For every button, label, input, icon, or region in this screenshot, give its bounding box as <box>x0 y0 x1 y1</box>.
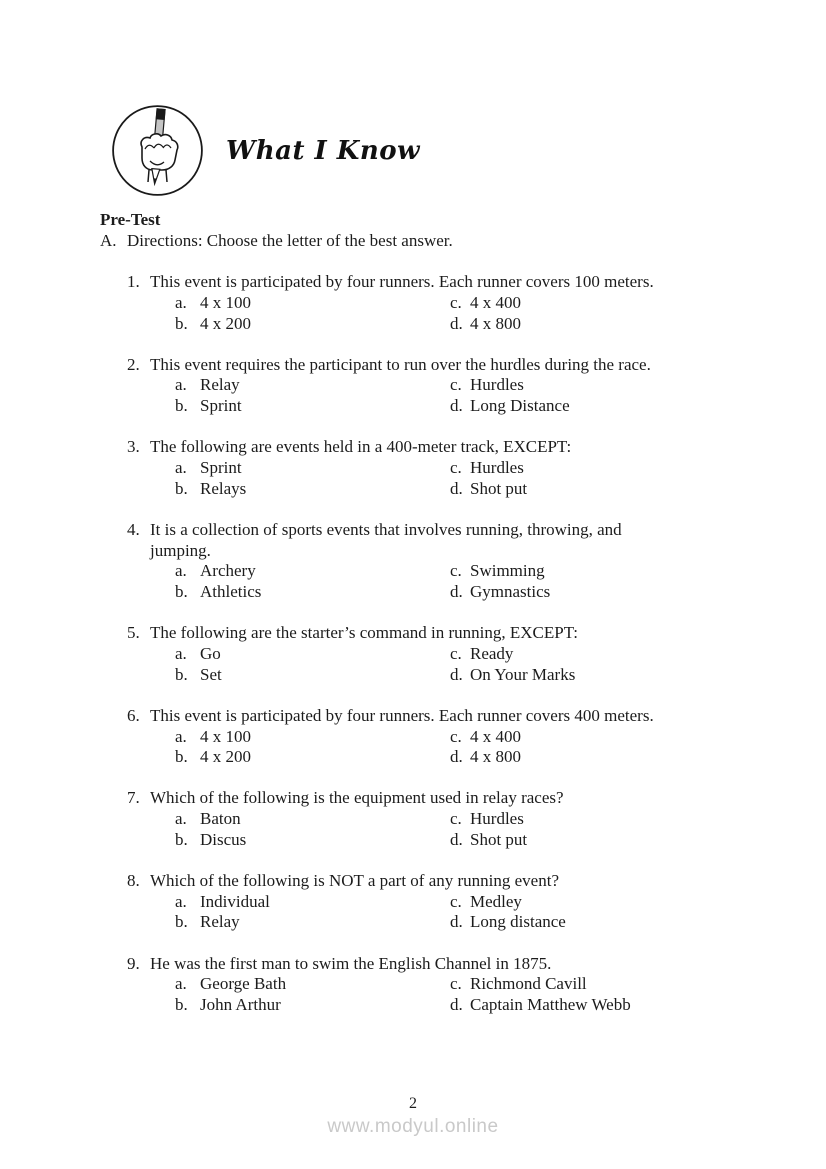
option-a-text: Baton <box>200 809 241 829</box>
option-c-letter: c. <box>450 726 462 746</box>
option-c-letter: c. <box>450 561 462 581</box>
option-b-letter: b. <box>175 582 188 602</box>
question-item <box>127 437 740 499</box>
question-body <box>150 788 740 850</box>
option-a-letter: a. <box>175 726 187 746</box>
option-a-letter: a. <box>175 561 187 581</box>
option-a <box>175 644 450 665</box>
options-grid <box>175 293 740 334</box>
options-grid <box>175 375 740 416</box>
option-a-letter: a. <box>175 292 187 312</box>
question-body <box>150 355 740 417</box>
question-body <box>150 437 740 499</box>
option-a-text: Sprint <box>200 457 242 477</box>
option-a <box>175 458 450 479</box>
option-d-letter: d. <box>450 995 463 1015</box>
option-a <box>175 727 450 748</box>
question-body <box>150 520 740 603</box>
option-c-text: Hurdles <box>470 457 524 477</box>
option-d-text: Captain Matthew Webb <box>470 995 631 1015</box>
question-item <box>127 355 740 417</box>
question-text: This event requires the participant to run over the hurdles during the race. <box>150 354 651 374</box>
option-b <box>175 479 450 500</box>
pretest-content <box>100 209 740 1036</box>
option-c-text: 4 x 400 <box>470 292 521 312</box>
option-c-text: 4 x 400 <box>470 726 521 746</box>
option-b <box>175 747 450 768</box>
option-b-letter: b. <box>175 829 188 849</box>
option-c <box>450 727 740 748</box>
question-number: 4. <box>127 519 140 539</box>
option-b-letter: b. <box>175 478 188 498</box>
option-c-letter: c. <box>450 891 462 911</box>
option-b <box>175 582 450 603</box>
option-b-text: Relays <box>200 478 247 498</box>
option-d-letter: d. <box>450 747 463 767</box>
option-c <box>450 293 740 314</box>
option-c <box>450 375 740 396</box>
option-a-letter: a. <box>175 809 187 829</box>
hand-pencil-icon <box>111 104 204 197</box>
option-a <box>175 892 450 913</box>
question-body <box>150 954 740 1016</box>
option-a-text: Relay <box>200 375 240 395</box>
option-d <box>450 665 740 686</box>
option-d <box>450 396 740 417</box>
section-header <box>111 104 420 197</box>
option-d-text: Long distance <box>470 912 566 932</box>
question-number: 3. <box>127 437 140 457</box>
option-c-text: Swimming <box>470 561 545 581</box>
option-d-text: 4 x 800 <box>470 747 521 767</box>
option-c-letter: c. <box>450 292 462 312</box>
section-letter: A. <box>100 231 117 250</box>
option-c-letter: c. <box>450 974 462 994</box>
option-b-text: Sprint <box>200 396 242 416</box>
question-number: 2. <box>127 354 140 374</box>
directions-text: Directions: Choose the letter of the best answer. <box>127 231 453 250</box>
option-d <box>450 747 740 768</box>
question-text: It is a collection of sports events that involves running, throwing, and <box>150 519 622 539</box>
option-d-text: 4 x 800 <box>470 313 521 333</box>
option-c-text: Hurdles <box>470 809 524 829</box>
option-d <box>450 830 740 851</box>
options-grid <box>175 974 740 1015</box>
option-a <box>175 809 450 830</box>
option-d-letter: d. <box>450 829 463 849</box>
question-text-line2: jumping. <box>150 540 211 560</box>
option-c-letter: c. <box>450 457 462 477</box>
option-d-text: Shot put <box>470 478 528 498</box>
option-d <box>450 912 740 933</box>
option-a <box>175 561 450 582</box>
question-text: This event is participated by four runners. Each runner covers 100 meters. <box>150 272 654 291</box>
question-text: The following are events held in a 400-meter track, EXCEPT: <box>150 437 572 457</box>
question-number: 7. <box>127 788 140 808</box>
pretest-heading: Pre-Test <box>100 210 161 229</box>
question-number: 6. <box>127 705 140 725</box>
option-c-text: Richmond Cavill <box>470 974 587 994</box>
option-b <box>175 314 450 335</box>
option-c-text: Medley <box>470 891 522 911</box>
question-body <box>150 272 740 334</box>
option-d-letter: d. <box>450 664 463 684</box>
question-body <box>150 706 740 768</box>
question-text: He was the first man to swim the English Channel in 1875. <box>150 953 552 973</box>
question-text: This event is participated by four runners. Each runner covers 400 meters. <box>150 705 654 725</box>
option-d-letter: d. <box>450 582 463 602</box>
section-title: What I Know <box>226 135 420 166</box>
option-a-text: 4 x 100 <box>200 726 251 746</box>
option-c <box>450 458 740 479</box>
option-d-letter: d. <box>450 313 463 333</box>
question-item <box>127 954 740 1016</box>
watermark-text: www.modyul.online <box>327 1116 499 1137</box>
question-number: 9. <box>127 953 140 973</box>
option-b-letter: b. <box>175 995 188 1015</box>
option-c-text: Ready <box>470 643 514 663</box>
question-number: 8. <box>127 870 140 890</box>
option-d-text: Shot put <box>470 829 528 849</box>
option-a-letter: a. <box>175 457 187 477</box>
option-d-letter: d. <box>450 396 463 416</box>
question-item <box>127 788 740 850</box>
question-item <box>127 272 740 334</box>
option-a-letter: a. <box>175 891 187 911</box>
question-item <box>127 520 740 603</box>
option-a <box>175 293 450 314</box>
option-d <box>450 314 740 335</box>
option-b-letter: b. <box>175 747 188 767</box>
option-d-text: Long Distance <box>470 396 570 416</box>
option-b-letter: b. <box>175 396 188 416</box>
page-number: 2 <box>409 1095 417 1112</box>
directions-line <box>100 230 740 251</box>
options-grid <box>175 561 740 602</box>
question-item <box>127 706 740 768</box>
question-body <box>150 871 740 933</box>
option-a-letter: a. <box>175 643 187 663</box>
question-body <box>150 623 740 685</box>
option-c <box>450 892 740 913</box>
option-d <box>450 995 740 1016</box>
question-number: 5. <box>127 623 140 643</box>
option-b <box>175 912 450 933</box>
option-c-letter: c. <box>450 643 462 663</box>
option-b <box>175 396 450 417</box>
option-c <box>450 561 740 582</box>
question-item <box>127 623 740 685</box>
option-d-letter: d. <box>450 478 463 498</box>
option-b-text: 4 x 200 <box>200 313 251 333</box>
option-c-text: Hurdles <box>470 375 524 395</box>
option-a-letter: a. <box>175 375 187 395</box>
question-text: Which of the following is the equipment used in relay races? <box>150 788 564 808</box>
question-item <box>127 871 740 933</box>
option-b-text: Discus <box>200 829 247 849</box>
option-b-text: 4 x 200 <box>200 747 251 767</box>
question-number: 1. <box>127 272 140 291</box>
option-c <box>450 974 740 995</box>
option-d-text: On Your Marks <box>470 664 576 684</box>
question-text: Which of the following is NOT a part of any running event? <box>150 870 559 890</box>
option-b-text: Athletics <box>200 582 262 602</box>
question-list <box>100 272 740 1016</box>
option-a <box>175 375 450 396</box>
option-d <box>450 479 740 500</box>
option-d-text: Gymnastics <box>470 582 551 602</box>
options-grid <box>175 809 740 850</box>
option-c-letter: c. <box>450 809 462 829</box>
option-a-text: George Bath <box>200 974 287 994</box>
option-b-letter: b. <box>175 912 188 932</box>
options-grid <box>175 644 740 685</box>
question-text: The following are the starter’s command in running, EXCEPT: <box>150 623 578 643</box>
option-a-text: Archery <box>200 561 256 581</box>
option-b-text: John Arthur <box>200 995 281 1015</box>
option-b <box>175 665 450 686</box>
options-grid <box>175 458 740 499</box>
option-a-text: Individual <box>200 891 270 911</box>
option-a-letter: a. <box>175 974 187 994</box>
option-d <box>450 582 740 603</box>
option-b-letter: b. <box>175 313 188 333</box>
option-d-letter: d. <box>450 912 463 932</box>
options-grid <box>175 727 740 768</box>
option-a <box>175 974 450 995</box>
options-grid <box>175 892 740 933</box>
option-b <box>175 830 450 851</box>
option-b-text: Set <box>200 664 222 684</box>
option-b-text: Relay <box>200 912 240 932</box>
option-a-text: 4 x 100 <box>200 292 251 312</box>
option-b <box>175 995 450 1016</box>
option-c <box>450 644 740 665</box>
option-b-letter: b. <box>175 664 188 684</box>
option-c <box>450 809 740 830</box>
option-c-letter: c. <box>450 375 462 395</box>
option-a-text: Go <box>200 643 221 663</box>
